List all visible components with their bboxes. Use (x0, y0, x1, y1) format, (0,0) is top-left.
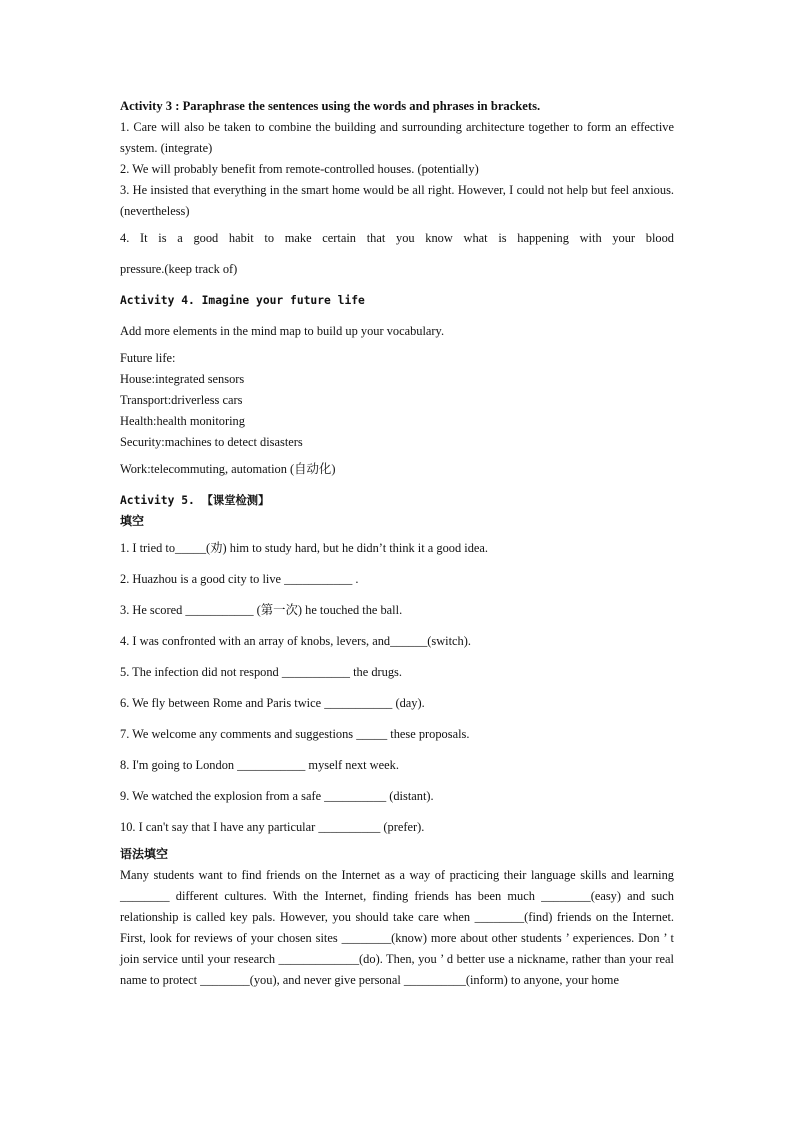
activity3-item-1: 1. Care will also be taken to combine the building and surrounding architecture together to form an effective system. (integrate) (120, 120, 674, 155)
question-item: 4. I was confronted with an array of knobs, levers, and______(switch). (120, 634, 471, 648)
activity3-item-3: 3. He insisted that everything in the smart home would be all right. However, I could not help but feel anxious. (nevertheless) (120, 183, 674, 218)
question-item: 1. I tried to_____(劝) him to study hard, but he didn’t think it a good idea. (120, 541, 488, 555)
mind-map-line: Security:machines to detect disasters (120, 435, 303, 449)
mind-map-line: Future life: (120, 351, 176, 365)
question-item: 10. I can't say that I have any particular __________ (prefer). (120, 820, 425, 834)
question-item: 5. The infection did not respond ___________ the drugs. (120, 665, 402, 679)
mind-map-line: Health:health monitoring (120, 414, 245, 428)
mind-map-line: Transport:driverless cars (120, 393, 243, 407)
activity3-item-2: 2. We will probably benefit from remote-controlled houses. (potentially) (120, 162, 479, 176)
fill-in-heading: 填空 (120, 514, 145, 528)
question-item: 7. We welcome any comments and suggestions _____ these proposals. (120, 727, 470, 741)
activity3-item-4: 4. It is a good habit to make certain that you know what is happening with your blood (120, 231, 674, 245)
grammar-passage: Many students want to find friends on the Internet as a way of practicing their language skills and learning ________ different cultures. With the Internet, finding friends has been much ________(easy) and such relationship is called key pals. However, you should take care when ________(find) friends on the Internet. First, look for reviews of your chosen sites ________(know) more about other students ’ experiences. Don ’ t join service until your research _____________(do). Then, you ’ d better use a nickname, rather than your real name to protect ________(you), and never give personal __________(inform) to anyone, your home (120, 868, 674, 987)
question-item: 9. We watched the explosion from a safe __________ (distant). (120, 789, 434, 803)
mind-map-line: House:integrated sensors (120, 372, 245, 386)
activity3-heading: Activity 3 : Paraphrase the sentences using the words and phrases in brackets. (120, 99, 541, 113)
activity3-item-4-continued: pressure.(keep track of) (120, 262, 238, 276)
mind-map-line: Work:telecommuting, automation (自动化) (120, 462, 336, 476)
question-item: 6. We fly between Rome and Paris twice ___________ (day). (120, 696, 425, 710)
fill-in-question-list (120, 538, 674, 838)
question-item: 3. He scored ___________ (第一次) he touched the ball. (120, 603, 403, 617)
activity4-intro: Add more elements in the mind map to build up your vocabulary. (120, 324, 445, 338)
activity4-heading: Activity 4. Imagine your future life (120, 294, 365, 307)
question-item: 8. I'm going to London ___________ myself next week. (120, 758, 399, 772)
grammar-fill-heading: 语法填空 (120, 847, 169, 861)
question-item: 2. Huazhou is a good city to live ___________ . (120, 572, 359, 586)
document-page (120, 96, 674, 991)
mind-map-list (120, 348, 674, 480)
activity5-heading: Activity 5. 【课堂检测】 (120, 494, 270, 507)
